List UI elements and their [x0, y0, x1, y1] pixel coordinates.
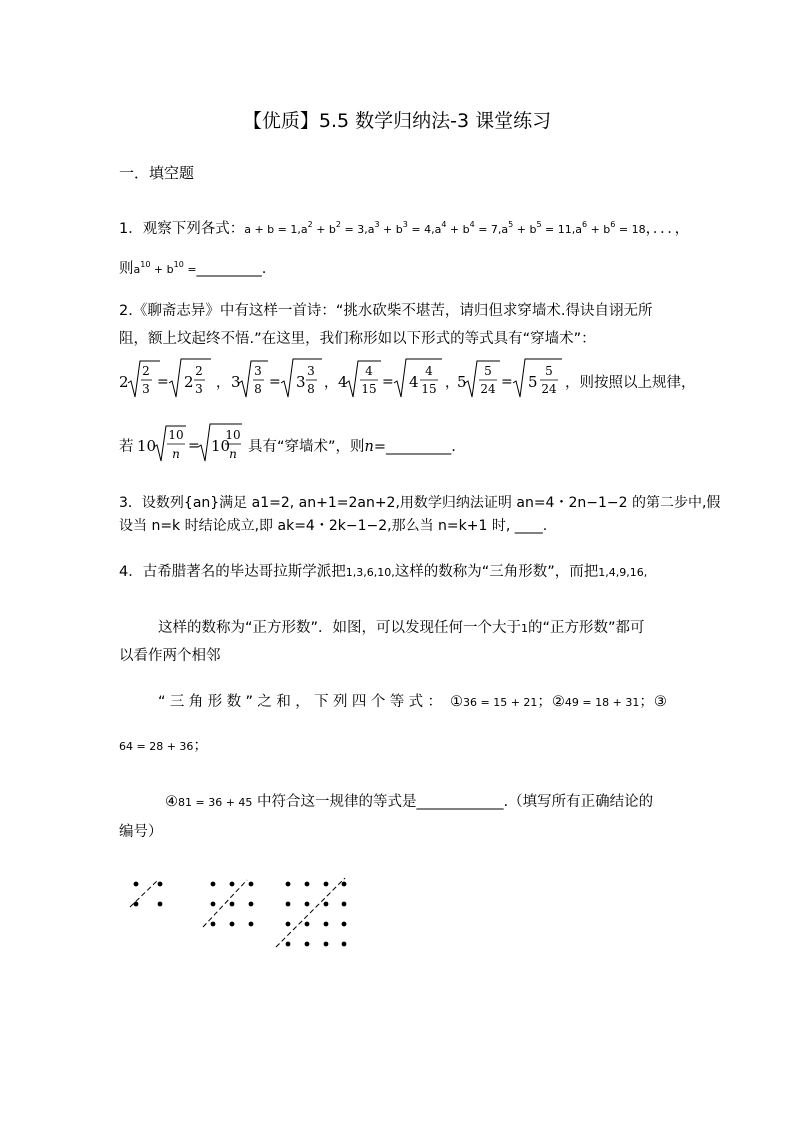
svg-text:3: 3 — [254, 364, 262, 378]
svg-text:=: = — [157, 374, 169, 390]
question-2-line-2: 阻，额上坟起终不悟.”在这里，我们称形如以下形式的等式具有“穿墙术”： — [119, 331, 596, 347]
svg-text:10: 10 — [168, 428, 184, 442]
svg-text:10: 10 — [225, 428, 241, 442]
square-number-dot-figures — [120, 870, 360, 955]
svg-text:15: 15 — [421, 382, 437, 396]
svg-text:3: 3 — [195, 382, 203, 396]
wall-equation-target — [134, 420, 246, 472]
question-2-line-4: 具有“穿墙术”，则n=_________. — [248, 439, 456, 455]
svg-text:4: 4 — [338, 373, 348, 391]
question-4-equations-1-3: ①36 = 15 + 21；②49 = 18 + 31；③ — [450, 694, 667, 710]
question-4-line-6: ④81 = 36 + 45 中符合这一规律的等式是____________.（填写所有正确结论的 — [165, 794, 654, 810]
question-1-prefix: 1．观察下列各式： — [119, 221, 245, 237]
question-4-line-5: 64 = 28 + 36； — [119, 738, 208, 754]
wall-equation-1 — [119, 359, 230, 397]
question-1-ellipsis: ，．．．， — [645, 221, 690, 237]
question-2-rule-text: ，则按照以上规律， — [565, 375, 696, 391]
section-heading: 一．填空题 — [119, 164, 195, 182]
wall-equation-4 — [457, 359, 562, 397]
svg-text:2: 2 — [142, 364, 150, 378]
svg-text:n: n — [172, 447, 180, 461]
svg-text:2: 2 — [184, 373, 194, 391]
svg-text:=: = — [501, 374, 513, 390]
svg-text:，: ， — [324, 375, 338, 391]
page-title: 【优质】5.5 数学归纳法-3 课堂练习 — [242, 110, 552, 132]
svg-text:4: 4 — [365, 364, 373, 378]
question-3-line-2: 设当 n=k 时结论成立,即 ak=4・2k−1−2,那么当 n=k+1 时, ____. — [119, 518, 548, 534]
dot-figure-4x4 — [286, 882, 347, 947]
svg-text:5: 5 — [545, 364, 553, 378]
svg-text:5: 5 — [484, 364, 492, 378]
answer-blank-2: _________. — [386, 439, 456, 455]
question-3-line-1: 3．设数列{an}满足 a1=2, an+1=2an+2,用数学归纳法证明 an=4・2n−1−2 的第二步中,假 — [119, 495, 721, 511]
svg-text:n: n — [229, 447, 237, 461]
svg-text:3: 3 — [307, 364, 315, 378]
question-4-line-7: 编号） — [119, 824, 163, 840]
svg-text:4: 4 — [425, 364, 433, 378]
svg-text:10: 10 — [137, 437, 157, 455]
svg-text:=: = — [382, 374, 394, 390]
question-1-formula: $a + b = 1,a^2 + b^2 = 3,a^3 + b^3 = 4,a^4 + b^4 = 7,a^5 + b^5 = 11,a^6 + b^6 = 18$ — [244, 220, 646, 236]
question-4-line-2: 这样的数称为“正方形数”．如图，可以发现任何一个大于1的“正方形数”都可 — [158, 620, 645, 636]
dot-figure-3x3 — [211, 882, 254, 927]
svg-text:3: 3 — [231, 373, 241, 391]
question-4-line-4: “三角形数”之和，下列四个等式： — [158, 694, 447, 710]
wall-equation-2 — [231, 359, 338, 397]
dot-figure-2x2 — [134, 882, 163, 907]
svg-text:，: ， — [216, 375, 230, 391]
svg-text:=: = — [188, 438, 200, 454]
question-2-line-1: 2.《聊斋志异》中有这样一首诗：“挑水砍柴不堪苦，请归但求穿墙术.得诀自诩无所 — [119, 303, 653, 319]
svg-text:10: 10 — [211, 437, 231, 455]
svg-text:4: 4 — [409, 373, 419, 391]
question-1-target-formula: $a^{10} + b^{10}$ = — [133, 260, 197, 276]
svg-text:2: 2 — [119, 373, 129, 391]
svg-text:24: 24 — [480, 382, 496, 396]
question-2-line-4-prefix: 若 — [119, 439, 134, 455]
svg-text:5: 5 — [457, 373, 467, 391]
question-4-line-1: 4．古希腊著名的毕达哥拉斯学派把1,3,6,10,这样的数称为“三角形数”，而把1,4,9,16, — [119, 564, 648, 580]
question-1-line-2: 则$a^{10} + b^{10}$ =_________. — [119, 260, 267, 277]
svg-text:=: = — [269, 374, 281, 390]
svg-text:5: 5 — [528, 373, 538, 391]
svg-text:3: 3 — [296, 373, 306, 391]
answer-blank-1: _________. — [196, 261, 267, 277]
svg-text:15: 15 — [361, 382, 377, 396]
svg-text:24: 24 — [541, 382, 557, 396]
svg-text:2: 2 — [195, 364, 203, 378]
svg-text:8: 8 — [254, 382, 262, 396]
question-1-line-1 — [119, 218, 689, 241]
wall-equation-3 — [338, 359, 459, 397]
question-4-line-3: 以看作两个相邻 — [119, 648, 221, 664]
svg-text:，: ， — [445, 375, 459, 391]
svg-text:8: 8 — [307, 382, 315, 396]
svg-text:3: 3 — [142, 382, 150, 396]
